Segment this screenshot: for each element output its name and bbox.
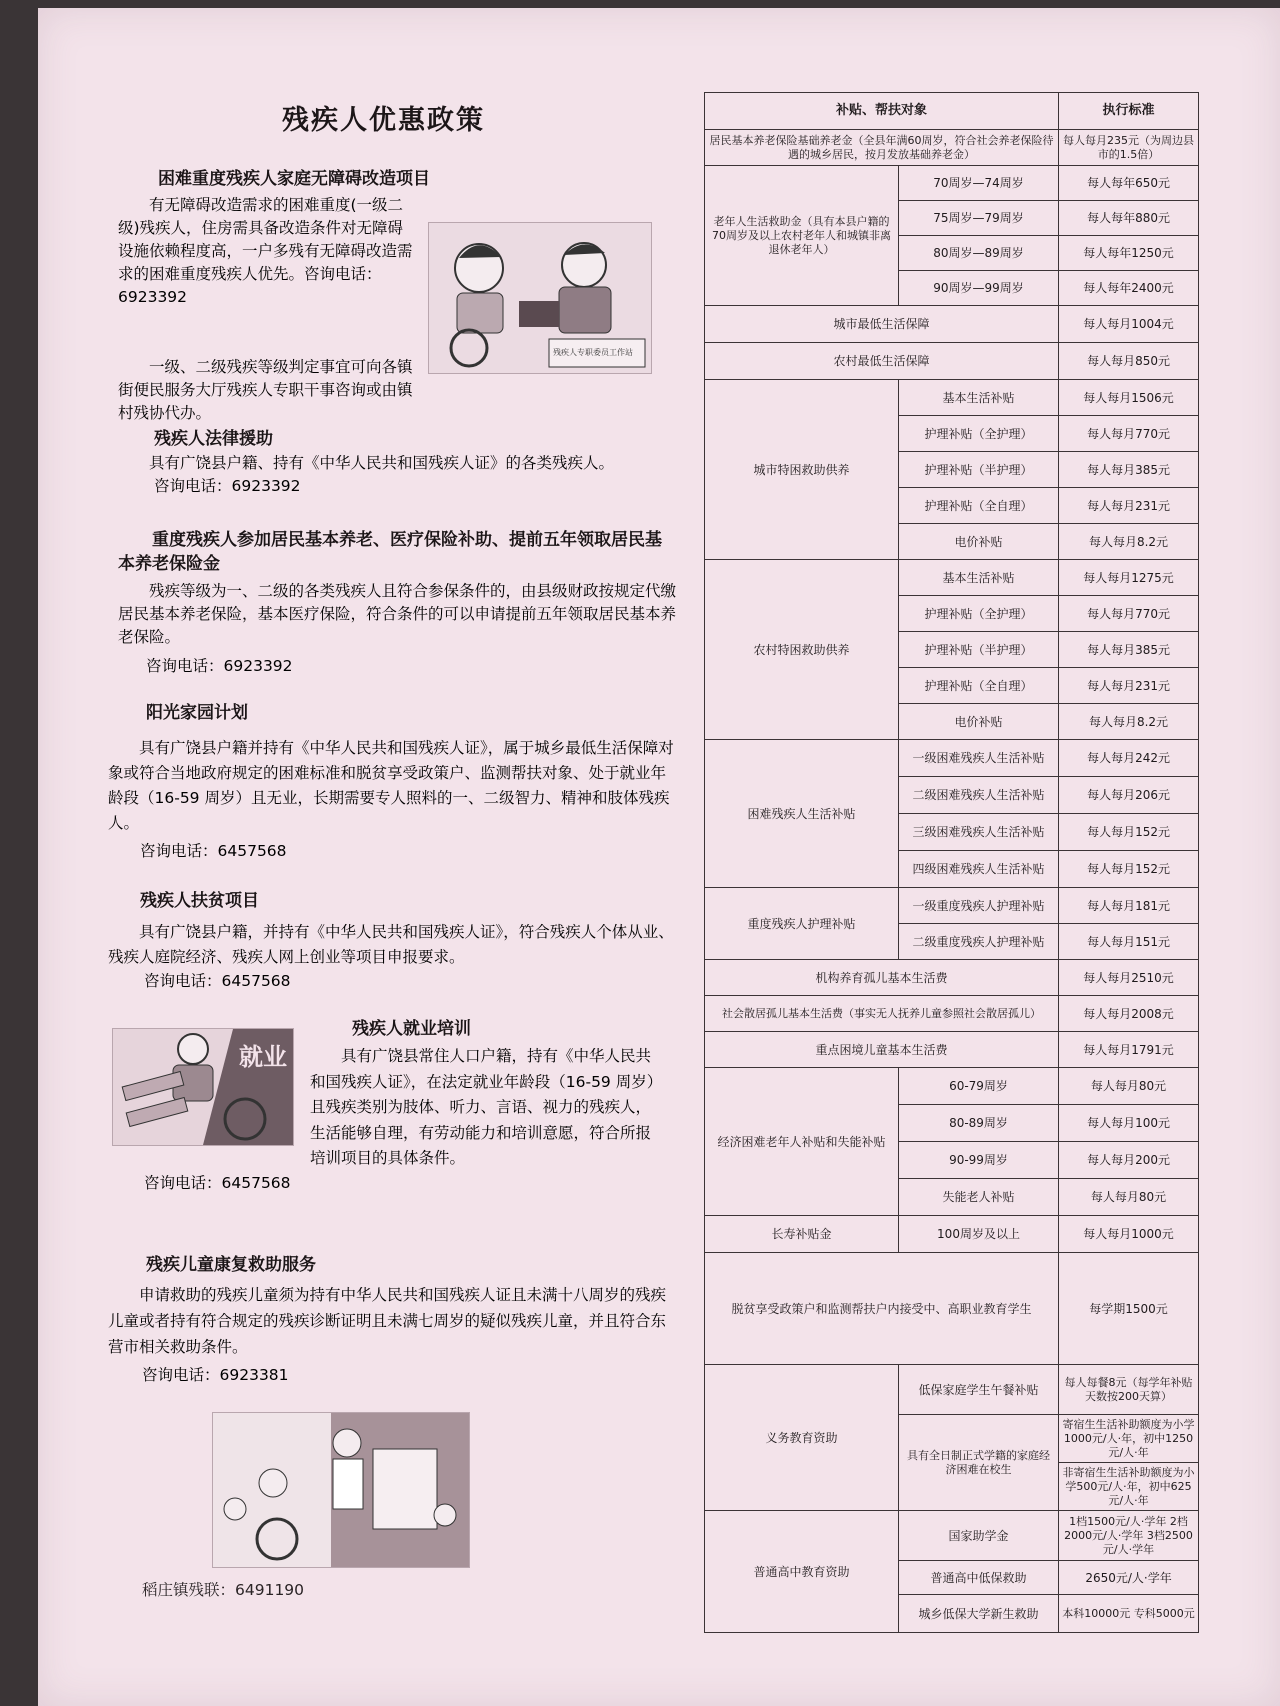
table-cell-object: 农村最低生活保障 <box>705 343 1059 380</box>
table-cell-standard: 每人每月8.2元 <box>1059 704 1199 740</box>
table-cell-object: 经济困难老年人补贴和失能补贴 <box>705 1068 899 1216</box>
table-cell-sub: 基本生活补贴 <box>899 380 1059 416</box>
table-cell-object: 义务教育资助 <box>705 1365 899 1511</box>
table-cell-sub: 三级困难残疾人生活补贴 <box>899 814 1059 851</box>
table-cell-sub: 一级重度残疾人护理补贴 <box>899 888 1059 924</box>
section-body-poverty-project: 具有广饶县户籍，并持有《中华人民共和国残疾人证》，符合残疾人个体从业、残疾人庭院经济、残疾人网上创业等项目申报要求。 咨询电话：6457568 <box>108 923 674 990</box>
table-cell-object: 困难残疾人生活补贴 <box>705 740 899 888</box>
table-cell-standard: 本科10000元 专科5000元 <box>1059 1595 1199 1633</box>
section-title-sunshine-home: 阳光家园计划 <box>146 703 248 723</box>
table-cell-standard: 每人每月152元 <box>1059 814 1199 851</box>
table-cell-object: 普通高中教育资助 <box>705 1511 899 1633</box>
table-cell-standard: 每人每月80元 <box>1059 1179 1199 1216</box>
table-cell-standard: 每人每月231元 <box>1059 488 1199 524</box>
table-cell-standard: 2650元/人·学年 <box>1059 1561 1199 1595</box>
table-cell-standard: 每人每月8.2元 <box>1059 524 1199 560</box>
table-cell-sub: 具有全日制正式学籍的家庭经济困难在校生 <box>899 1415 1059 1511</box>
table-cell-sub: 二级重度残疾人护理补贴 <box>899 924 1059 960</box>
table-cell-standard: 每人每年2400元 <box>1059 271 1199 306</box>
table-cell-standard: 每人每月2008元 <box>1059 996 1199 1032</box>
table-cell-sub: 90周岁—99周岁 <box>899 271 1059 306</box>
section-title-child-rehab: 残疾儿童康复救助服务 <box>146 1255 316 1275</box>
table-cell-standard: 每人每月385元 <box>1059 632 1199 668</box>
table-cell-sub: 护理补贴（全自理） <box>899 668 1059 704</box>
table-cell-sub: 60-79周岁 <box>899 1068 1059 1105</box>
table-cell-sub: 一级困难残疾人生活补贴 <box>899 740 1059 777</box>
table-cell-sub: 80-89周岁 <box>899 1105 1059 1142</box>
table-cell-sub: 国家助学金 <box>899 1511 1059 1561</box>
table-cell-sub: 护理补贴（半护理） <box>899 632 1059 668</box>
table-cell-sub: 75周岁—79周岁 <box>899 201 1059 236</box>
table-cell-sub: 护理补贴（全自理） <box>899 488 1059 524</box>
table-cell-standard: 每人每月100元 <box>1059 1105 1199 1142</box>
table-cell-object: 脱贫享受政策户和监测帮扶户内接受中、高职业教育学生 <box>705 1253 1059 1365</box>
section-title-pension: 重度残疾人参加居民基本养老、医疗保险补助、提前五年领取居民基本养老保险金 <box>118 530 662 574</box>
table-cell-object: 城市最低生活保障 <box>705 306 1059 343</box>
table-cell-object: 社会散居孤儿基本生活费（事实无人抚养儿童参照社会散居孤儿） <box>705 996 1059 1032</box>
table-cell-sub: 基本生活补贴 <box>899 560 1059 596</box>
table-cell-standard: 每人每月80元 <box>1059 1068 1199 1105</box>
section-title-legal-aid: 残疾人法律援助 <box>154 429 273 449</box>
table-cell-sub: 二级困难残疾人生活补贴 <box>899 777 1059 814</box>
table-cell-standard: 寄宿生生活补助额度为小学1000元/人·年，初中1250元/人·年 <box>1059 1415 1199 1463</box>
section-title-accessibility: 困难重度残疾人家庭无障碍改造项目 <box>158 169 430 189</box>
table-cell-sub: 80周岁—89周岁 <box>899 236 1059 271</box>
table-cell-standard: 每学期1500元 <box>1059 1253 1199 1365</box>
section-title-employment-training: 残疾人就业培训 <box>352 1019 471 1039</box>
table-cell-sub: 低保家庭学生午餐补贴 <box>899 1365 1059 1415</box>
table-cell-standard: 每人每月2510元 <box>1059 960 1199 996</box>
table-cell-sub: 护理补贴（全护理） <box>899 416 1059 452</box>
table-cell-object: 老年人生活救助金（具有本县户籍的70周岁及以上农村老年人和城镇非离退休老年人） <box>705 166 899 306</box>
table-cell-standard: 每人每年880元 <box>1059 201 1199 236</box>
table-cell-sub: 电价补贴 <box>899 524 1059 560</box>
table-cell-standard: 每人每月206元 <box>1059 777 1199 814</box>
employment-sign: 就业 <box>239 1043 287 1071</box>
table-cell-standard: 每人每月200元 <box>1059 1142 1199 1179</box>
table-cell-object: 长寿补贴金 <box>705 1216 899 1253</box>
table-cell-sub: 90-99周岁 <box>899 1142 1059 1179</box>
section-body-sunshine-home: 具有广饶县户籍并持有《中华人民共和国残疾人证》，属于城乡最低生活保障对象或符合当地政府规定的困难标准和脱贫享受政策户、监测帮扶对象、处于就业年龄段（16-59 周岁）且无业，长期需要专人照料的一、二级智力、精神和肢体残疾人。 咨询电话：6457568 <box>108 739 674 860</box>
table-cell-standard: 每人每月151元 <box>1059 924 1199 960</box>
table-cell-object: 城市特困救助供养 <box>705 380 899 560</box>
table-cell-standard: 每人每月1275元 <box>1059 560 1199 596</box>
table-cell-object: 农村特困救助供养 <box>705 560 899 740</box>
table-cell-object: 重点困境儿童基本生活费 <box>705 1032 1059 1068</box>
table-cell-standard: 每人每月1506元 <box>1059 380 1199 416</box>
table-cell-standard: 每人每月181元 <box>1059 888 1199 924</box>
section-body-child-rehab: 申请救助的残疾儿童须为持有中华人民共和国残疾人证且未满十八周岁的残疾儿童或者持有符合规定的残疾诊断证明且未满七周岁的疑似残疾儿童，并且符合东营市相关救助条件。 咨询电话：6923381 <box>108 1286 667 1384</box>
consultation-illustration <box>428 222 652 374</box>
table-cell-object: 居民基本养老保险基础养老金（全县年满60周岁，符合社会养老保险待遇的城乡居民，按月发放基础养老金） <box>705 130 1059 166</box>
page-title: 残疾人优惠政策 <box>282 105 485 136</box>
table-cell-standard: 每人每月1000元 <box>1059 1216 1199 1253</box>
table-cell-sub: 100周岁及以上 <box>899 1216 1059 1253</box>
section-body-accessibility-2: 一级、二级残疾等级判定事宜可向各镇街便民服务大厅残疾人专职干事咨询或由镇村残协代办。 <box>118 358 413 422</box>
illustration-caption: 残疾人专职委员工作站 <box>553 348 633 357</box>
table-cell-standard: 非寄宿生生活补助额度为小学500元/人·年，初中625元/人·年 <box>1059 1463 1199 1511</box>
classroom-picture <box>213 1413 469 1567</box>
table-cell-standard: 每人每月152元 <box>1059 851 1199 888</box>
table-header-standard: 执行标准 <box>1059 93 1199 130</box>
section-body-legal-aid: 具有广饶县户籍、持有《中华人民共和国残疾人证》的各类残疾人。 咨询电话：6923392 <box>149 454 615 495</box>
section-body-pension: 残疾等级为一、二级的各类残疾人且符合参保条件的，由县级财政按规定代缴居民基本养老保险，基本医疗保险，符合条件的可以申请提前五年领取居民基本养老保险。 咨询电话：6923392 <box>118 582 677 675</box>
table-cell-sub: 城乡低保大学新生救助 <box>899 1595 1059 1633</box>
table-cell-standard: 每人每年650元 <box>1059 166 1199 201</box>
table-cell-standard: 每人每月850元 <box>1059 343 1199 380</box>
table-cell-sub: 70周岁—74周岁 <box>899 166 1059 201</box>
section-body-accessibility: 有无障碍改造需求的困难重度(一级二级)残疾人，住房需具备改造条件对无障碍设施依赖程度高，一户多残有无障碍改造需求的困难重度残疾人优先。咨询电话：6923392 <box>118 196 413 306</box>
table-cell-standard: 每人每月1791元 <box>1059 1032 1199 1068</box>
table-cell-sub: 电价补贴 <box>899 704 1059 740</box>
table-cell-object: 机构养育孤儿基本生活费 <box>705 960 1059 996</box>
table-cell-sub: 四级困难残疾人生活补贴 <box>899 851 1059 888</box>
child-rehab-illustration <box>212 1412 470 1568</box>
table-cell-object: 重度残疾人护理补贴 <box>705 888 899 960</box>
table-cell-standard: 每人每年1250元 <box>1059 236 1199 271</box>
table-cell-standard: 1档1500元/人·学年 2档2000元/人·学年 3档2500元/人·学年 <box>1059 1511 1199 1561</box>
table-cell-standard: 每人每月770元 <box>1059 596 1199 632</box>
town-contact: 稻庄镇残联：6491190 <box>142 1581 305 1599</box>
table-cell-standard: 每人每月235元（为周边县市的1.5倍） <box>1059 130 1199 166</box>
table-header-object: 补贴、帮扶对象 <box>705 93 1059 130</box>
table-cell-standard: 每人每月242元 <box>1059 740 1199 777</box>
section-body-employment-training: 具有广饶县常住人口户籍，持有《中华人民共和国残疾人证》，在法定就业年龄段（16-59 周岁）且残疾类别为肢体、听力、言语、视力的残疾人，生活能够自理，有劳动能力和培训意愿，符合所报培训项目的具体条件。 咨询电话：6457568 <box>144 1047 655 1192</box>
table-cell-standard: 每人每月385元 <box>1059 452 1199 488</box>
table-cell-standard: 每人每月1004元 <box>1059 306 1199 343</box>
table-cell-standard: 每人每餐8元（每学年补贴天数按200天算） <box>1059 1365 1199 1415</box>
section-title-poverty-project: 残疾人扶贫项目 <box>140 891 259 911</box>
table-cell-sub: 普通高中低保救助 <box>899 1561 1059 1595</box>
table-cell-sub: 护理补贴（半护理） <box>899 452 1059 488</box>
table-cell-sub: 失能老人补贴 <box>899 1179 1059 1216</box>
table-cell-standard: 每人每月770元 <box>1059 416 1199 452</box>
subsidy-standards-table <box>704 92 1199 1633</box>
table-cell-standard: 每人每月231元 <box>1059 668 1199 704</box>
table-cell-sub: 护理补贴（全护理） <box>899 596 1059 632</box>
